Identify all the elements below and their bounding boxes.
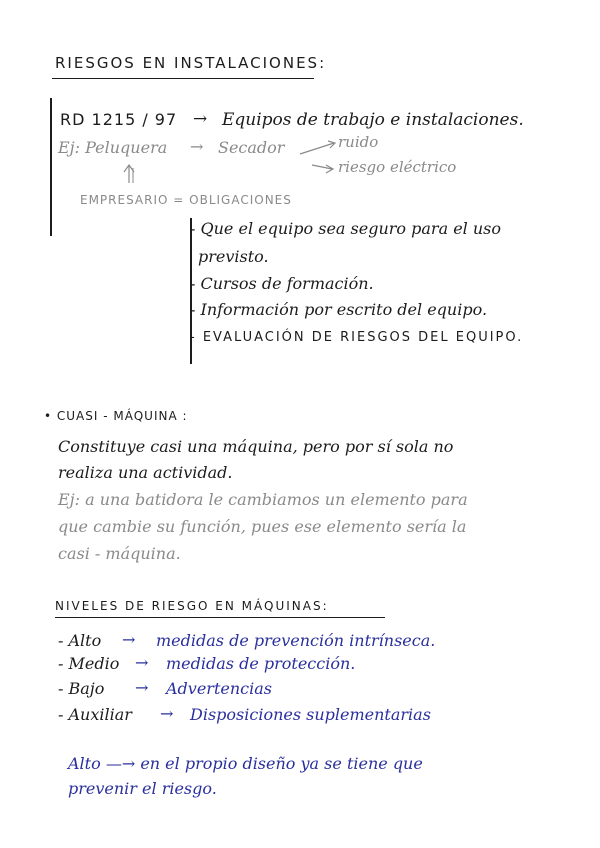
risk-levels-underline (55, 617, 385, 618)
obligation-4: - EVALUACIÓN DE RIESGOS DEL EQUIPO. (190, 330, 524, 345)
quasi-example-1: Ej: a una batidora le cambiamos un elemento para (58, 490, 468, 509)
obligation-3: - Información por escrito del equipo. (190, 300, 488, 319)
obligation-1: - Que el equipo sea seguro para el uso (190, 219, 502, 238)
level-auxiliary: - Auxiliar (58, 705, 132, 724)
level-high: - Alto (58, 631, 102, 650)
obligation-1-cont: previsto. (198, 247, 269, 266)
quasi-example-2: que cambie su función, pues ese elemento sería la (58, 517, 467, 536)
example-label: Ej: Peluquera (58, 138, 168, 157)
quasi-definition-1: Constituye casi una máquina, pero por sí sola no (58, 437, 454, 456)
rd-description: Equipos de trabajo e instalaciones. (222, 110, 524, 130)
page-title: RIESGOS EN INSTALACIONES: (55, 54, 327, 72)
example-result-electric: riesgo eléctrico (338, 158, 457, 176)
rd-reference: RD 1215 / 97 (60, 110, 178, 129)
level-auxiliary-arrow: → (160, 704, 174, 723)
example-result-noise: ruido (338, 133, 379, 151)
quasi-machine-heading: • CUASI - MÁQUINA : (44, 409, 188, 423)
level-low-measure: Advertencias (166, 679, 272, 698)
employer-obligations: EMPRESARIO = OBLIGACIONES (80, 193, 292, 207)
high-level-note-1: Alto —→ en el propio diseño ya se tiene que (68, 754, 423, 773)
quasi-example-3: casi - máquina. (58, 544, 181, 563)
level-medium-arrow: → (135, 653, 149, 672)
rd-arrow: → (193, 109, 208, 129)
example-item: Secador (218, 138, 285, 157)
example-arrow: → (190, 137, 204, 156)
high-level-note-2: prevenir el riesgo. (68, 779, 217, 798)
level-medium-measure: medidas de protección. (166, 654, 356, 673)
level-high-measure: medidas de prevención intrínseca. (156, 631, 436, 650)
level-medium: - Medio (58, 654, 120, 673)
risk-levels-heading: NIVELES DE RIESGO EN MÁQUINAS: (55, 599, 329, 613)
level-auxiliary-measure: Disposiciones suplementarias (190, 705, 431, 724)
level-low: - Bajo (58, 679, 105, 698)
level-low-arrow: → (135, 678, 149, 697)
obligation-2: - Cursos de formación. (190, 274, 374, 293)
quasi-definition-2: realiza una actividad. (58, 463, 233, 482)
level-high-arrow: → (122, 630, 136, 649)
